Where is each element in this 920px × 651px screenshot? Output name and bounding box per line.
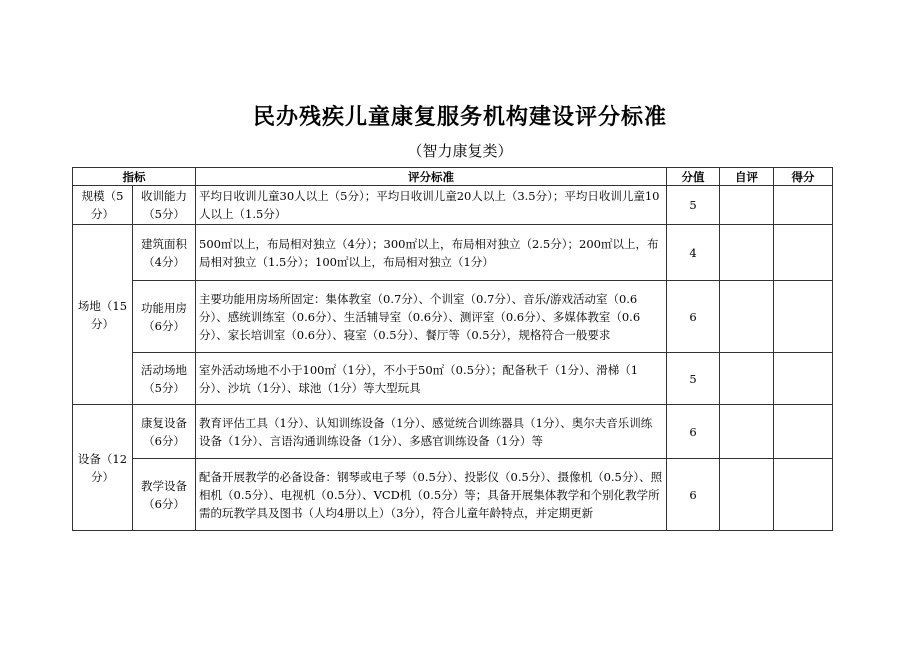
score-cell[interactable]	[774, 353, 833, 405]
score-cell[interactable]	[774, 405, 833, 459]
document-subtitle: （智力康复类）	[407, 142, 513, 160]
self-eval-cell[interactable]	[720, 281, 774, 353]
score-cell[interactable]	[774, 225, 833, 281]
sub-teaching-equipment: 教学设备（6分）	[133, 459, 196, 531]
header-score-value: 分值	[667, 168, 720, 186]
self-eval-cell[interactable]	[720, 353, 774, 405]
header-self-eval: 自评	[720, 168, 774, 186]
category-equipment: 设备（12分）	[73, 405, 133, 531]
table-row	[73, 353, 833, 405]
sub-intake-capacity: 收训能力（5分）	[133, 186, 196, 225]
value-rehab-equipment: 6	[667, 405, 720, 459]
header-indicator: 指标	[73, 168, 196, 186]
value-building-area: 4	[667, 225, 720, 281]
criteria-building-area: 500㎡以上，布局相对独立（4分）；300㎡以上，布局相对独立（2.5分）；200㎡以上，布局相对独立（1.5分）；100㎡以上，布局相对独立（1分）	[196, 225, 667, 281]
table-row	[73, 459, 833, 531]
self-eval-cell[interactable]	[720, 225, 774, 281]
criteria-rehab-equipment: 教育评估工具（1分）、认知训练设备（1分）、感觉统合训练器具（1分）、奥尔夫音乐训练设备（1分）、言语沟通训练设备（1分）、多感官训练设备（1分）等	[196, 405, 667, 459]
value-function-rooms: 6	[667, 281, 720, 353]
score-cell[interactable]	[774, 459, 833, 531]
criteria-activity-site: 室外活动场地不小于100㎡（1分），不小于50㎡（0.5分）；配备秋千（1分）、滑梯（1分）、沙坑（1分）、球池（1分）等大型玩具	[196, 353, 667, 405]
self-eval-cell[interactable]	[720, 459, 774, 531]
category-site: 场地（15分）	[73, 225, 133, 405]
value-activity-site: 5	[667, 353, 720, 405]
criteria-function-rooms: 主要功能用房场所固定：集体教室（0.7分）、个训室（0.7分）、音乐/游戏活动室（0.6分）、感统训练室（0.6分）、生活辅导室（0.6分）、测评室（0.6分）、多媒体教室（0.6分）、家长培训室（0.6分）、寝室（0.5分）、餐厅等（0.5分），规格符合一般要求	[196, 281, 667, 353]
sub-function-rooms: 功能用房（6分）	[133, 281, 196, 353]
table-row	[73, 186, 833, 225]
category-scale: 规模（5分）	[73, 186, 133, 225]
sub-activity-site: 活动场地（5分）	[133, 353, 196, 405]
document-title: 民办残疾儿童康复服务机构建设评分标准	[252, 104, 667, 130]
header-score: 得分	[774, 168, 833, 186]
criteria-intake: 平均日收训儿童30人以上（5分）；平均日收训儿童20人以上（3.5分）；平均日收训儿童10人以上（1.5分）	[196, 186, 667, 225]
criteria-teaching-equipment: 配备开展教学的必备设备：钢琴或电子琴（0.5分）、投影仪（0.5分）、摄像机（0.5分）、照相机（0.5分）、电视机（0.5分）、VCD机（0.5分）等；具备开展集体教学和个别化教学所需的玩教学具及图书（人均4册以上）（3分），符合儿童年龄特点，并定期更新	[196, 459, 667, 531]
value-intake: 5	[667, 186, 720, 225]
sub-building-area: 建筑面积（4分）	[133, 225, 196, 281]
score-cell[interactable]	[774, 281, 833, 353]
self-eval-cell[interactable]	[720, 405, 774, 459]
table-row	[73, 405, 833, 459]
self-eval-cell[interactable]	[720, 186, 774, 225]
table-row	[73, 281, 833, 353]
table-row	[73, 225, 833, 281]
table-header-row	[73, 168, 833, 186]
scoring-table	[72, 167, 833, 531]
score-cell[interactable]	[774, 186, 833, 225]
sub-rehab-equipment: 康复设备（6分）	[133, 405, 196, 459]
value-teaching-equipment: 6	[667, 459, 720, 531]
header-criteria: 评分标准	[196, 168, 667, 186]
